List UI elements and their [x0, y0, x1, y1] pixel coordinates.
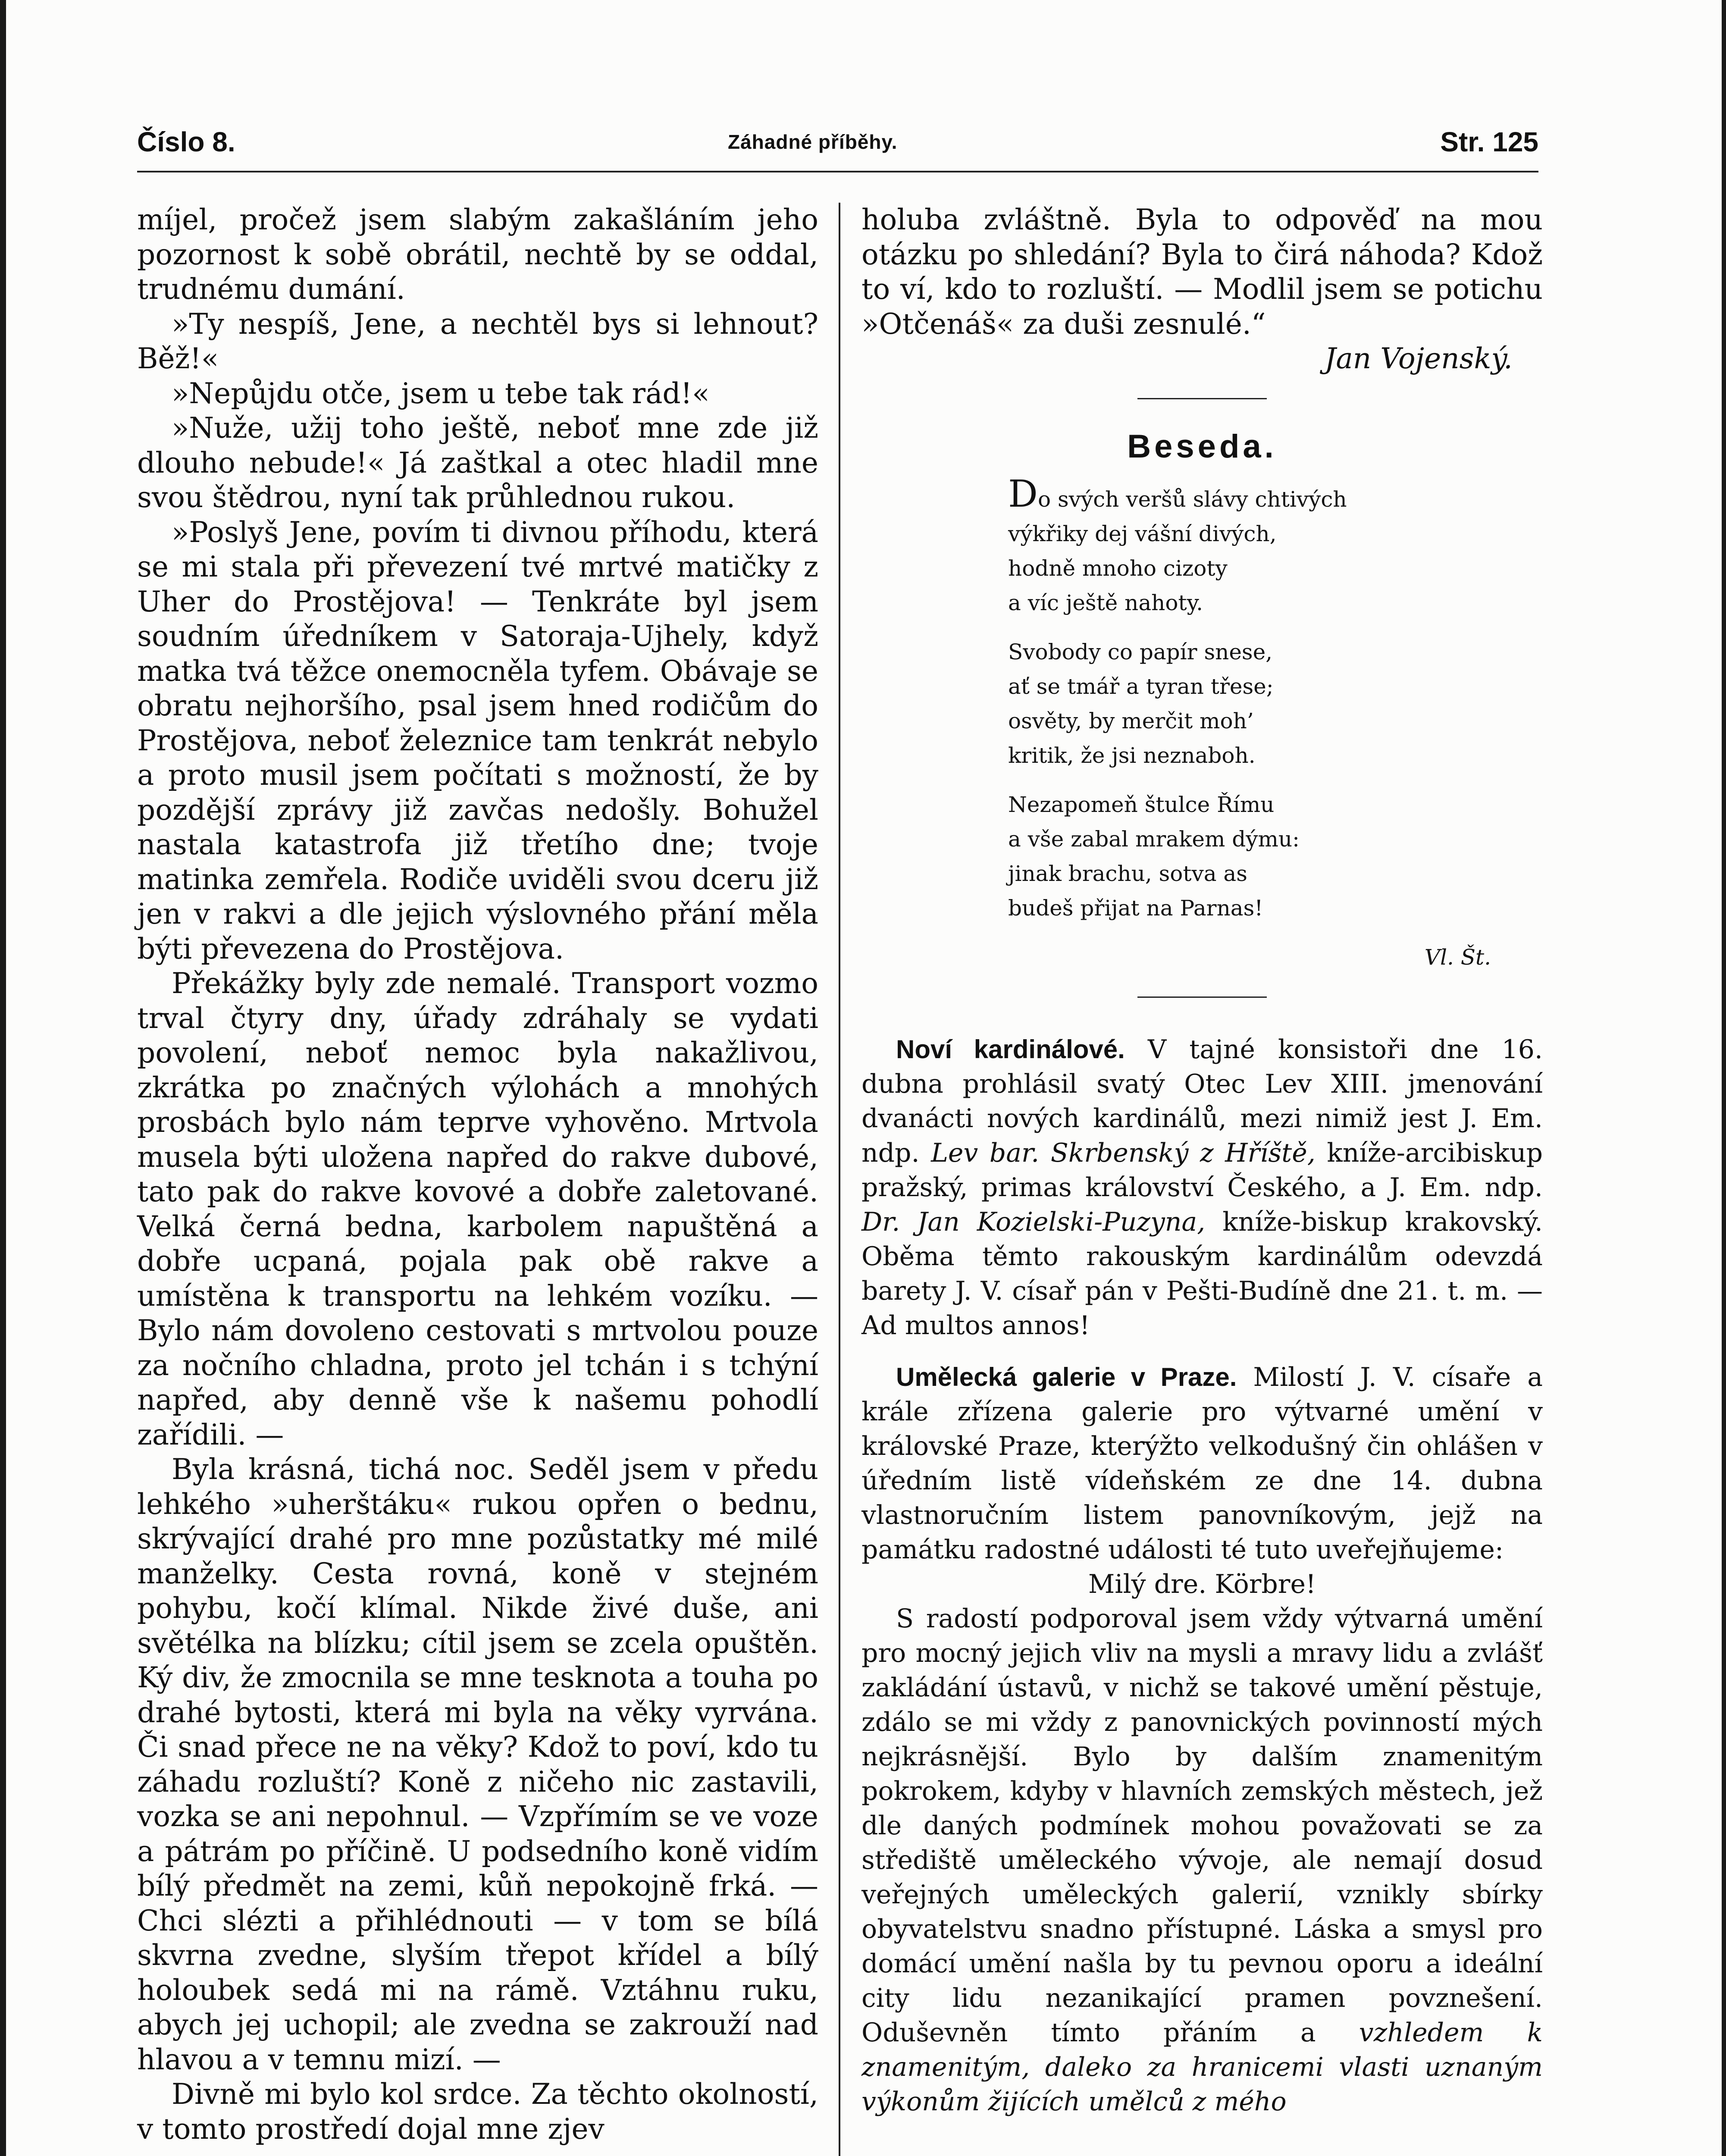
- section-rule: [1137, 398, 1267, 399]
- story-paragraph: »Poslyš Jene, povím ti divnou příhodu, která se mi stala při převezení tvé mrtvé matičky z Uher do Prostějova! — Tenkráte byl jsem soudním úředníkem v Satoraja-Ujhely, když matka tvá těžce onemocněla tyfem. Obávaje se obratu nejhoršího, psal jsem hned rodičům do Prostějova, neboť železnice tam tenkrát nebylo a proto musil jsem počítati s možností, že by pozdější zprávy již zavčas nedošly. Bohužel nastala katastrofa již třetího dne; tvoje matinka zemřela. Rodiče uviděli svou dceru již jen v rakvi a dle jejich výslovného přání měla býti převezena do Prostějova.: [137, 515, 818, 965]
- poem-line: ať se tmář a tyran třese;: [1008, 674, 1274, 699]
- beseda-title: Beseda.: [1127, 428, 1277, 465]
- poem-line-text: o svých veršů slávy chtivých: [1037, 487, 1347, 512]
- poem-author: Vl. Št.: [1424, 945, 1491, 970]
- scan-border-left: [0, 0, 6, 2156]
- page-header: [137, 126, 1538, 169]
- poem-stanza: [1008, 473, 1543, 620]
- section-rule: [1137, 997, 1267, 998]
- poem-line: hodně mnoho cizoty: [1008, 556, 1228, 581]
- news-text-italic: vzhledem k znamenitým, daleko za hranicemi vlasti uznaným výkonům žijících umělců z mého: [861, 2017, 1543, 2117]
- column-divider: [839, 203, 840, 2156]
- story-paragraph: »Ty nespíš, Jene, a nechtěl bys si lehnout? Běž!«: [137, 307, 818, 375]
- story-paragraph: »Nepůjdu otče, jsem u tebe tak rád!«: [172, 376, 710, 410]
- cardinal-name: Dr. Jan Kozielski-Puzyna,: [861, 1206, 1206, 1237]
- running-title: Záhadné příběhy.: [728, 131, 898, 153]
- news-text: V tajné konsistoři dne 16. dubna prohlásil svatý Otec Lev XIII. jmenování dvanácti nových kardinálů, mezi nimiž jest J. Em. ndp.: [861, 1034, 1543, 1168]
- poem-line: Svobody co papír snese,: [1008, 639, 1273, 664]
- news-text: kníže-arcibiskup pražský, primas království Českého, a J. Em. ndp.: [861, 1138, 1543, 1203]
- story-ending: holuba zvláštně. Byla to odpověď na mou otázku po shledání? Byla to čirá náhoda? Kdož to ví, kdo to rozluští. — Modlil jsem se potichu »Otčenáš« za duši zesnulé.“: [861, 203, 1543, 341]
- poem-line: [1008, 473, 1543, 517]
- issue-number: Číslo 8.: [137, 126, 235, 157]
- right-column: [861, 203, 1543, 2119]
- poem-line: osvěty, by merčit moh’: [1008, 708, 1254, 733]
- header-rule: [137, 171, 1538, 172]
- scan-border-right: [1722, 0, 1726, 2156]
- page-number: Str. 125: [1440, 126, 1538, 157]
- story-paragraph: Byla krásná, tichá noc. Seděl jsem v předu lehkého »uherštáku« rukou opřen o bednu, skrývající drahé pro mne pozůstatky mé milé manželky. Cesta rovná, koně v stejném pohybu, kočí klímal. Nikde živé duše, ani světélka na blízku; cítil jsem se zcela opuštěn. Ký div, že zmocnila se mne tesknota a touha po drahé bytosti, která mi byla na věky vyrvána. Či snad přece ne na věky? Kdož to poví, kdo tu záhadu rozluští? Koně z ničeho nic zastavili, vozka se ani nepohnul. — Vzpřímím se ve voze a pátrám po příčině. U podsedního koně vidím bílý předmět na zemi, kůň nepokojně frká. — Chci slézti a přihlédnouti — v tom se bílá skvrna zvedne, slyším třepot křídel a bílý holoubek sedá mi na rámě. Vztáhnu ruku, abych jej uchopil; ale zvedna se zakrouží nad hlavou a v temnu mizí. —: [137, 1453, 818, 2076]
- news-heading: Noví kardinálové.: [896, 1034, 1125, 1064]
- news-gallery: [861, 1360, 1543, 1567]
- poem-line: jinak brachu, sotva as: [1008, 861, 1247, 886]
- drop-cap: D: [1008, 473, 1038, 516]
- news-section: [861, 1032, 1543, 2119]
- news-text: S radostí podporoval jsem vždy výtvarná umění pro mocný jejich vliv na mysli a mravy lidu a zvlášť zakládání ústavů, v nichž se takové umění pěstuje, zdálo se mi vždy z panovnických povinností mých nejkrásnější. Bylo by dalším znamenitým pokrokem, kdyby v hlavních zemských městech, jež dle daných podmínek mohou považovati se za střediště uměleckého vývoje, ale nemají dosud veřejných uměleckých galerií, vznikly sbírky obyvatelstvu snadno přístupné. Láska a smysl pro domácí umění našla by tu pevnou oporu a ideální city lidu nezanikající pramen povznešení. Oduševněn tímto přáním a: [861, 1603, 1543, 2048]
- beseda-poem: [861, 473, 1543, 925]
- poem-line: Nezapomeň štulce Římu: [1008, 792, 1275, 817]
- poem-line: budeš přijat na Parnas!: [1008, 896, 1263, 921]
- poem-stanza: [1008, 635, 1543, 773]
- story-paragraph: Překážky byly zde nemalé. Transport vozmo trval čtyry dny, úřady zdráhaly se vydati povolení, neboť nemoc byla nakažlivou, zkrátka po značných výlohách a mnohých prosbách bylo nám teprve vyhověno. Mrtvola musela býti uložena napřed do rakve dubové, tato pak do rakve kovové a dobře zaletované. Velká černá bedna, karbolem napuštěná a dobře ucpaná, pojala pak obě rakve a umístěna k transportu na lehkém vozíku. — Bylo nám dovoleno cestovati s mrtvolou pouze za nočního chladna, proto jel tchán i s tchýní napřed, aby denně vše k našemu pohodlí zařídili. —: [137, 967, 818, 1451]
- letter-body: [861, 1601, 1543, 2119]
- story-paragraph: míjel, pročež jsem slabým zakašláním jeho pozornost k sobě obrátil, nechtě by se oddal, trudnému dumání.: [137, 203, 818, 306]
- story-author: Jan Vojenský.: [1324, 342, 1513, 375]
- story-paragraph: »Nuže, užij toho ještě, neboť mne zde již dlouho nebude!« Já zaštkal a otec hladil mne svou štědrou, nyní tak průhlednou rukou.: [137, 411, 818, 514]
- story-paragraph: Divně mi bylo kol srdce. Za těchto okolností, v tomto prostředí dojal mne zjev: [137, 2078, 818, 2146]
- poem-line: kritik, že jsi neznaboh.: [1008, 743, 1256, 768]
- news-heading: Umělecká galerie v Praze.: [896, 1362, 1237, 1391]
- poem-line: výkřiky dej vášní divých,: [1008, 521, 1277, 546]
- news-text: Milostí J. V. císaře a krále zřízena galerie pro výtvarné umění v královské Praze, kterýžto velkodušný čin ohlášen v úředním listě vídeňském ze dne 14. dubna vlastnoručním listem panovníkovým, jejž na památku radostné události té tuto uveřejňujeme:: [861, 1362, 1543, 1565]
- news-cardinals: [861, 1032, 1543, 1343]
- news-text: kníže-biskup krakovský. Oběma těmto rakouským kardinálům odevzdá barety J. V. císař pán v Pešti-Budíně dne 21. t. m. — Ad multos annos!: [861, 1206, 1543, 1341]
- poem-line: a vše zabal mrakem dýmu:: [1008, 827, 1300, 852]
- poem-stanza: [1008, 787, 1543, 925]
- cardinal-name: Lev bar. Skrbenský z Hříště,: [931, 1138, 1316, 1168]
- letter-salutation: Milý dre. Körbre!: [1088, 1569, 1316, 1599]
- poem-line: a víc ještě nahoty.: [1008, 590, 1203, 615]
- left-column: [137, 203, 818, 2147]
